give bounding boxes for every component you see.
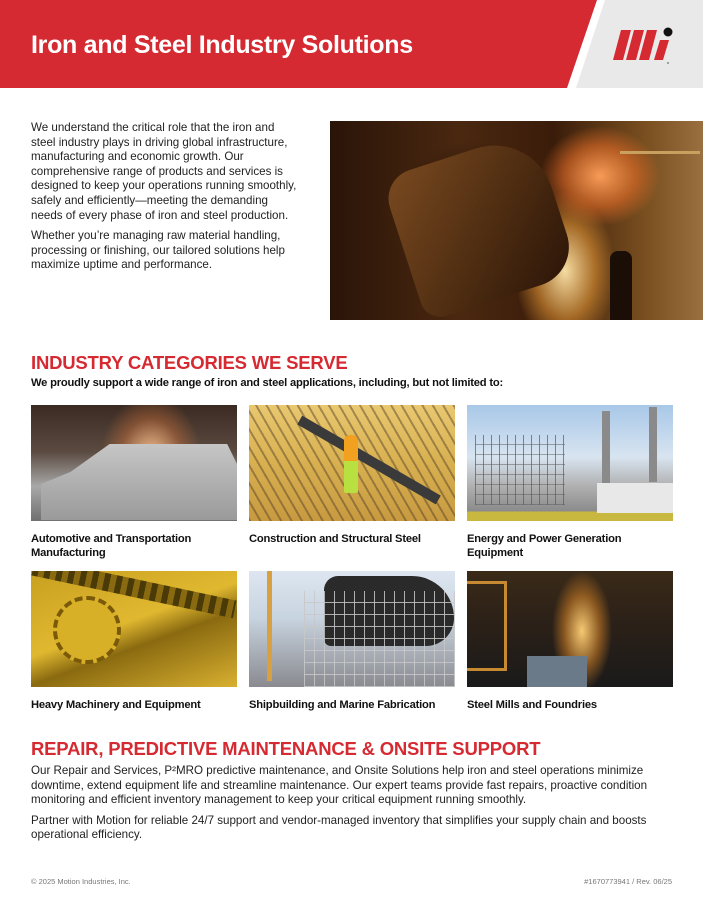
category-image-heavy-machinery <box>31 571 237 687</box>
intro-paragraph: We understand the critical role that the iron and steel industry plays in driving global infrastructure, manufacturing and economic growth. Our comprehensive range of products and services is designed to keep your operations running smoothly, safely and efficiently—meeting the demanding needs of every phase of iron and steel production. <box>31 121 297 222</box>
page-header <box>0 0 703 88</box>
page-title: Iron and Steel Industry Solutions <box>31 31 413 59</box>
services-text <box>31 764 681 843</box>
frame-shape <box>467 581 507 671</box>
categories-subtitle: We proudly support a wide range of iron and steel applications, including, but not limited to: <box>31 377 504 389</box>
category-card-shipbuilding <box>249 571 455 712</box>
category-image-construction <box>249 405 455 521</box>
crane-shape <box>267 571 272 681</box>
category-image-shipbuilding <box>249 571 455 687</box>
intro-text <box>31 121 299 273</box>
smokestack-shape <box>649 407 657 482</box>
sprocket-shape <box>53 596 121 664</box>
car-body-shape <box>41 440 237 520</box>
smokestack-shape <box>602 411 610 491</box>
footer-copyright: © 2025 Motion Industries, Inc. <box>31 877 131 886</box>
scaffolding-shape <box>304 591 455 687</box>
category-label: Energy and Power Generation Equipment <box>467 533 622 559</box>
worker-silhouette <box>610 251 632 320</box>
building-shape <box>597 483 673 513</box>
category-image-energy <box>467 405 673 521</box>
category-card-energy <box>467 405 673 560</box>
footer-doc-id: #1670773941 / Rev. 06/25 <box>584 877 672 886</box>
category-image-automotive <box>31 405 237 521</box>
hero-image-steel-ladle <box>330 121 703 320</box>
category-label: Heavy Machinery and Equipment <box>31 699 201 711</box>
railing-shape <box>620 151 700 154</box>
category-card-heavy-machinery <box>31 571 237 712</box>
category-card-construction <box>249 405 455 546</box>
category-card-automotive <box>31 405 237 560</box>
services-paragraph: Our Repair and Services, P²MRO predictive maintenance, and Onsite Solutions help iron and steel operations minimize downtime, extend equipment life and streamline maintenance. Our expert teams provide fast repairs, proactive condition monitoring and efficient inventory management to keep your critical equipment running smoothly. <box>31 764 648 807</box>
pylon-shape <box>475 435 565 505</box>
categories-title: INDUSTRY CATEGORIES WE SERVE <box>31 352 348 373</box>
category-image-steel-mills <box>467 571 673 687</box>
category-label: Automotive and Transportation Manufacturing <box>31 533 192 559</box>
category-card-steel-mills <box>467 571 673 712</box>
motion-industries-logo-icon <box>613 26 675 64</box>
intro-paragraph: Whether you’re managing raw material handling, processing or finishing, our tailored solutions help maximize uptime and performance. <box>31 229 285 272</box>
category-label: Steel Mills and Foundries <box>467 699 597 711</box>
worker-shape <box>344 435 358 493</box>
category-label: Construction and Structural Steel <box>249 533 421 545</box>
ladle-shape <box>381 130 580 320</box>
services-paragraph: Partner with Motion for reliable 24/7 support and vendor-managed inventory that simplifies your supply chain and boosts operational efficiency. <box>31 813 647 842</box>
services-title: REPAIR, PREDICTIVE MAINTENANCE & ONSITE SUPPORT <box>31 738 541 759</box>
crucible-shape <box>527 656 587 687</box>
category-label: Shipbuilding and Marine Fabrication <box>249 699 436 711</box>
